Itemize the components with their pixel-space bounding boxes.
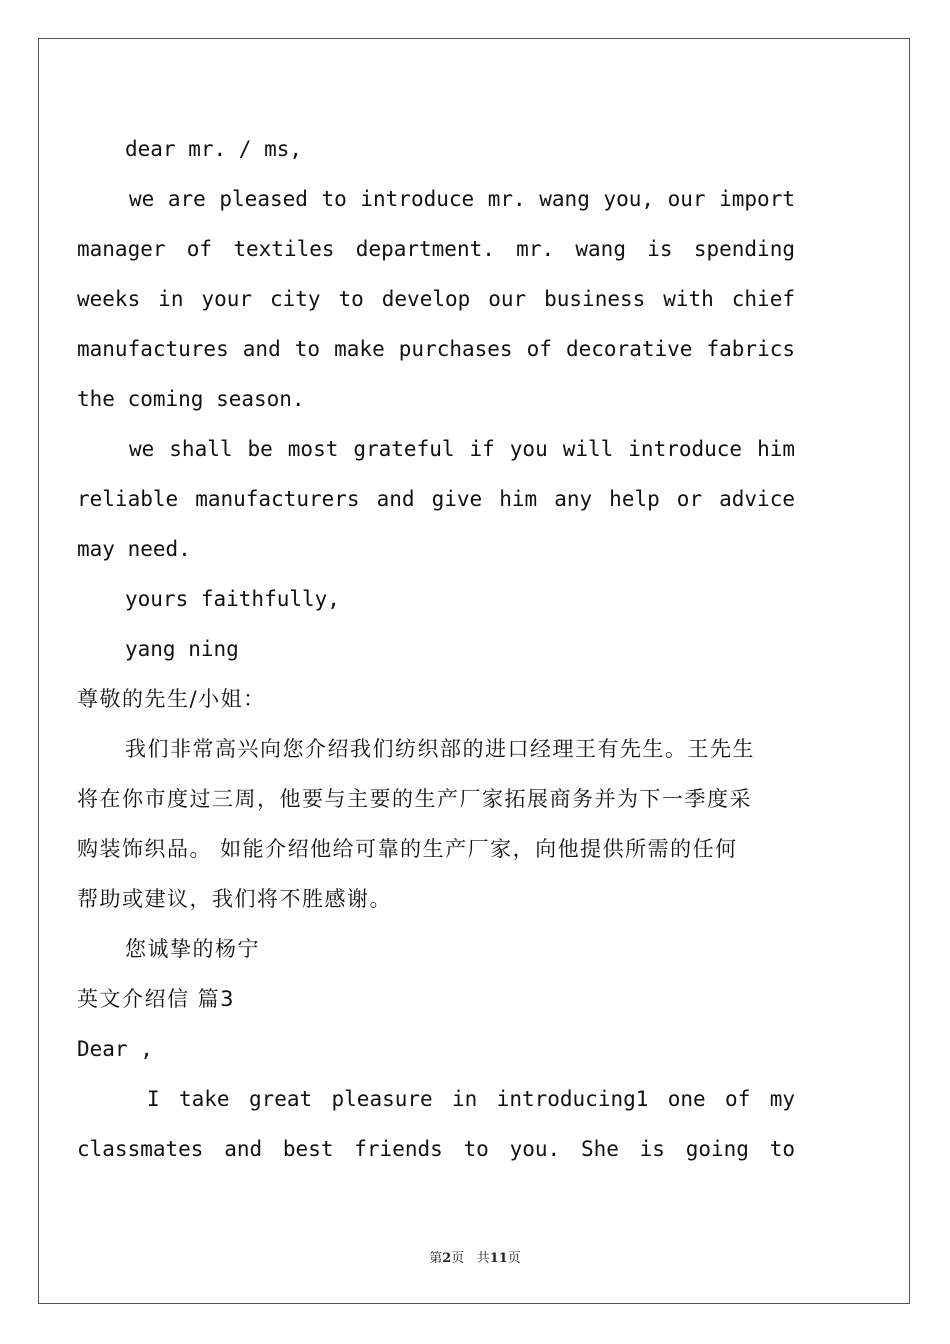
section-heading: 英文介绍信 篇3	[77, 987, 236, 1011]
footer-total-prefix: 共	[476, 1251, 490, 1266]
footer-total-suffix: 页	[507, 1251, 521, 1266]
translation-line: 我们非常高兴向您介绍我们纺织部的进口经理王有先生。王先生	[125, 737, 755, 761]
translation-line: 购装饰织品。 如能介绍他给可靠的生产厂家，向他提供所需的任何	[77, 837, 738, 861]
translation-line: 将在你市度过三周，他要与主要的生产厂家拓展商务并为下一季度采	[77, 787, 752, 811]
translation-closing: 您诚挚的杨宁	[125, 937, 260, 961]
letter-paragraph-line: we shall be most grateful if you will introduce him	[129, 437, 795, 461]
section-salutation: Dear ,	[77, 1037, 153, 1061]
letter-paragraph-line: we are pleased to introduce mr. wang you, our import	[129, 187, 795, 211]
section-paragraph-line: I take great pleasure in introducing1 one of my	[147, 1087, 795, 1111]
letter-paragraph-line: manager of textiles department. mr. wang is spending	[77, 237, 795, 261]
letter-paragraph-line: may need.	[77, 537, 191, 561]
section-paragraph-line: classmates and best friends to you. She is going to	[77, 1137, 795, 1161]
page-footer	[0, 1247, 950, 1266]
letter-salutation: dear mr. / ms,	[125, 137, 303, 161]
translation-salutation: 尊敬的先生/小姐：	[77, 687, 266, 711]
letter-paragraph-line: the coming season.	[77, 387, 305, 411]
letter-paragraph-line: weeks in your city to develop our business with chief	[77, 287, 795, 311]
translation-line: 帮助或建议，我们将不胜感谢。	[77, 887, 392, 911]
footer-page-suffix: 页	[451, 1251, 465, 1266]
letter-signature: yang ning	[125, 637, 239, 661]
letter-closing: yours faithfully,	[125, 587, 340, 611]
footer-total-number: 11	[489, 1251, 508, 1266]
footer-page-prefix: 第	[429, 1251, 443, 1266]
footer-page-number: 2	[442, 1251, 452, 1266]
document-body	[77, 124, 795, 1174]
letter-paragraph-line: manufactures and to make purchases of decorative fabrics	[77, 337, 795, 361]
letter-paragraph-line: reliable manufacturers and give him any help or advice	[77, 487, 795, 511]
